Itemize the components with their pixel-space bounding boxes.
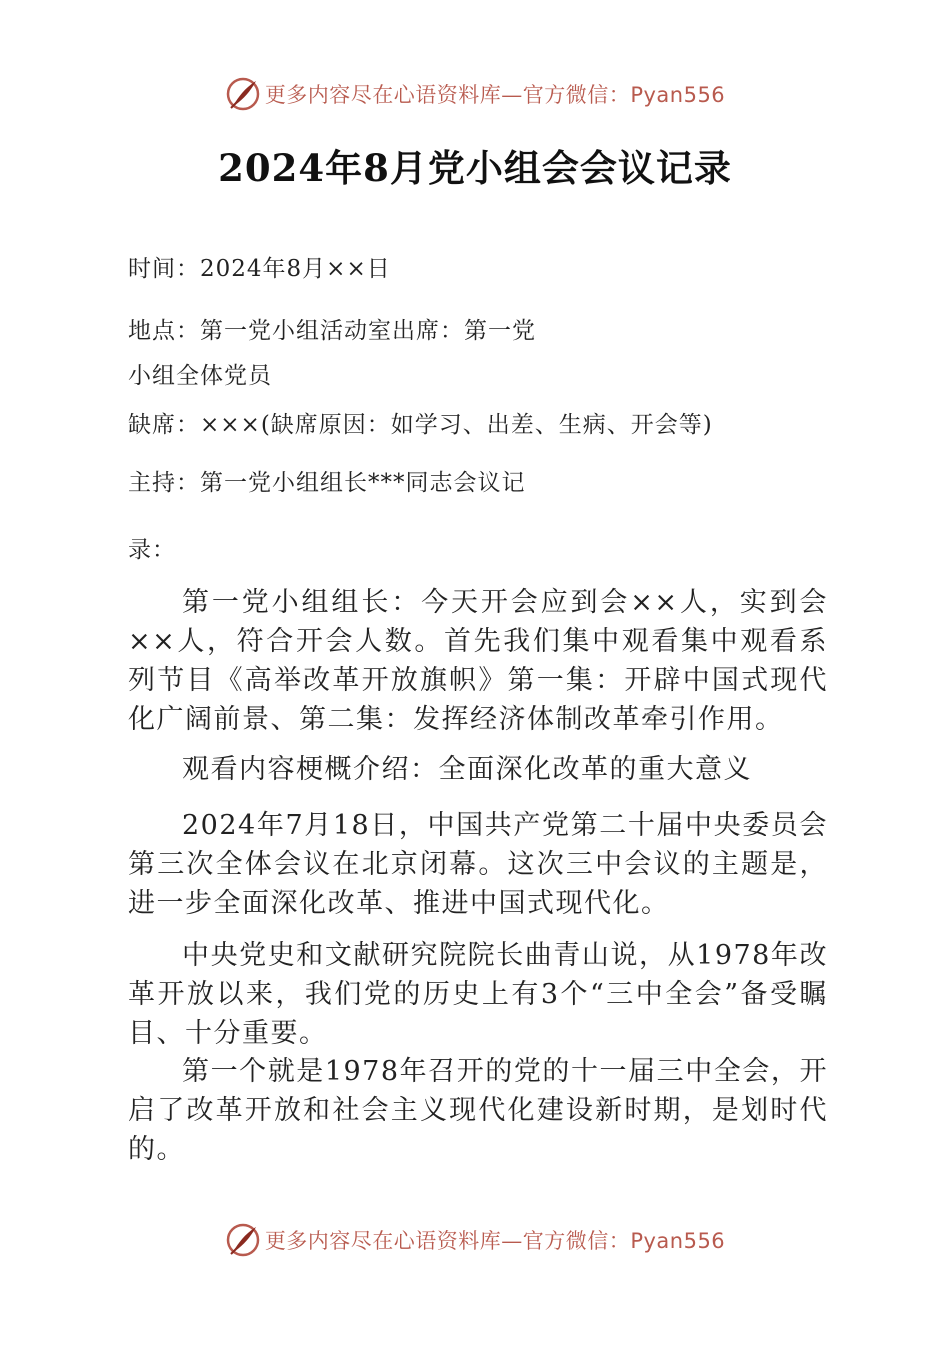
body-paragraph: 中央党史和文献研究院院长曲青山说，从1978年改革开放以来，我们党的历史上有3个“三中全会”备受瞩目、十分重要。 <box>128 940 828 1049</box>
meta-time: 时间：2024年8月××日 <box>128 256 391 282</box>
body-paragraph-5-block <box>128 1052 828 1169</box>
body-paragraph-1-block <box>128 583 828 739</box>
body-paragraph-2-block <box>128 750 828 789</box>
quill-logo-icon <box>225 76 261 112</box>
meta-location-line2: 小组全体党员 <box>128 363 272 389</box>
body-paragraph-4-block <box>128 936 828 1053</box>
quill-logo-icon <box>225 1222 261 1258</box>
meta-location-line1: 地点：第一党小组活动室出席：第一党 <box>128 318 536 344</box>
body-paragraph: 观看内容梗概介绍：全面深化改革的重大意义 <box>182 754 752 785</box>
meta-absent: 缺席：×××(缺席原因：如学习、出差、生病、开会等) <box>128 412 713 438</box>
body-paragraph: 第一个就是1978年召开的党的十一届三中全会，开启了改革开放和社会主义现代化建设新时期，是划时代的。 <box>128 1056 828 1165</box>
meta-host: 主持：第一党小组组长***同志会议记 <box>128 470 526 496</box>
watermark-banner-bottom <box>0 1218 950 1262</box>
watermark-text: 更多内容尽在心语资料库—官方微信：Pyan556 <box>264 1229 726 1253</box>
body-paragraph: 2024年7月18日，中国共产党第二十届中央委员会第三次全体会议在北京闭幕。这次三中会议的主题是，进一步全面深化改革、推进中国式现代化。 <box>128 810 828 919</box>
watermark-text: 更多内容尽在心语资料库—官方微信：Pyan556 <box>264 83 726 107</box>
meta-record: 录： <box>128 537 176 563</box>
body-paragraph: 第一党小组组长：今天开会应到会××人，实到会××人，符合开会人数。首先我们集中观看集中观看系列节目《高举改革开放旗帜》第一集：开辟中国式现代化广阔前景、第二集：发挥经济体制改革牵引作用。 <box>128 587 828 735</box>
watermark-banner-top <box>0 72 950 116</box>
body-paragraph-3-block <box>128 806 828 923</box>
document-title: 2024年8月党小组会会议记录 <box>218 146 732 190</box>
wechat-id: Pyan556 <box>630 83 726 107</box>
wechat-id: Pyan556 <box>630 1229 726 1253</box>
